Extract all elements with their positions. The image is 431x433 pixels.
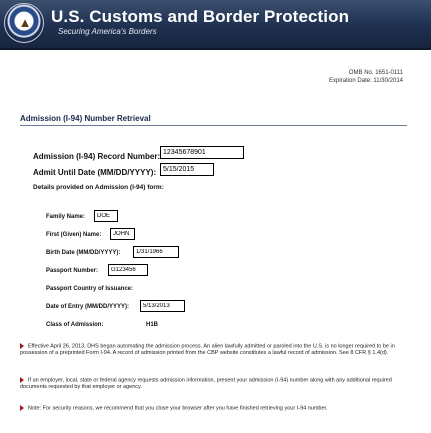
eagle-icon: ▲	[18, 15, 32, 30]
notice-marker-icon	[20, 377, 24, 383]
record-number-field[interactable]	[160, 146, 244, 159]
passport-number-field[interactable]	[108, 264, 148, 276]
notice-text: If an employer, local, state or federal agency requests admission information, present your admission (I-94) number along with any additional required documents requested by that employer or agency.	[20, 377, 392, 391]
entry-date-field[interactable]	[140, 300, 185, 312]
class-of-admission-label: Class of Admission:	[46, 322, 104, 328]
family-name-label: Family Name:	[46, 214, 86, 220]
details-heading: Details provided on Admission (I-94) form:	[33, 184, 164, 191]
notice-text: Effective April 26, 2013, DHS began automating the admission process. An alien lawfully admitted or paroled into the U.S. is no longer required to be in possession of a preprinted Form I-94. A record of admission printed from the CBP website constitutes a lawful record of admission. See 8 CFR § 1.4(d).	[20, 343, 395, 357]
omb-expiration: Expiration Date: 11/30/2014	[329, 78, 403, 84]
notice-security	[20, 405, 405, 412]
notice-text: Note: For security reasons, we recommend that you close your browser after you have finished retrieving your I-94 number.	[28, 405, 328, 412]
notice-employer	[20, 377, 405, 391]
title-divider	[20, 125, 407, 126]
family-name-field[interactable]	[94, 210, 118, 222]
passport-country-label: Passport Country of Issuance:	[46, 286, 134, 292]
passport-number-label: Passport Number:	[46, 268, 99, 274]
admit-until-field[interactable]	[160, 163, 214, 176]
class-of-admission-value: H1B	[146, 322, 159, 328]
first-name-field[interactable]	[110, 228, 135, 240]
header-banner	[0, 0, 431, 50]
agency-name: U.S. Customs and Border Protection	[51, 7, 350, 26]
omb-number: OMB No. 1651-0111	[348, 70, 403, 76]
page-title: Admission (I-94) Number Retrieval	[20, 114, 151, 123]
birth-date-field[interactable]	[133, 246, 179, 258]
notice-marker-icon	[20, 405, 24, 411]
admit-until-label: Admit Until Date (MM/DD/YYYY):	[33, 168, 157, 177]
birth-date-label: Birth Date (MM/DD/YYYY):	[46, 250, 121, 256]
omb-info	[329, 69, 403, 85]
record-number-label: Admission (I-94) Record Number:	[33, 152, 161, 161]
dhs-seal-icon	[4, 3, 44, 43]
first-name-label: First (Given) Name:	[46, 232, 102, 238]
notice-automation	[20, 343, 405, 357]
notice-marker-icon	[20, 343, 24, 349]
entry-date-label: Date of Entry (MM/DD/YYYY):	[46, 304, 130, 310]
agency-tagline: Securing America's Borders	[58, 27, 157, 36]
